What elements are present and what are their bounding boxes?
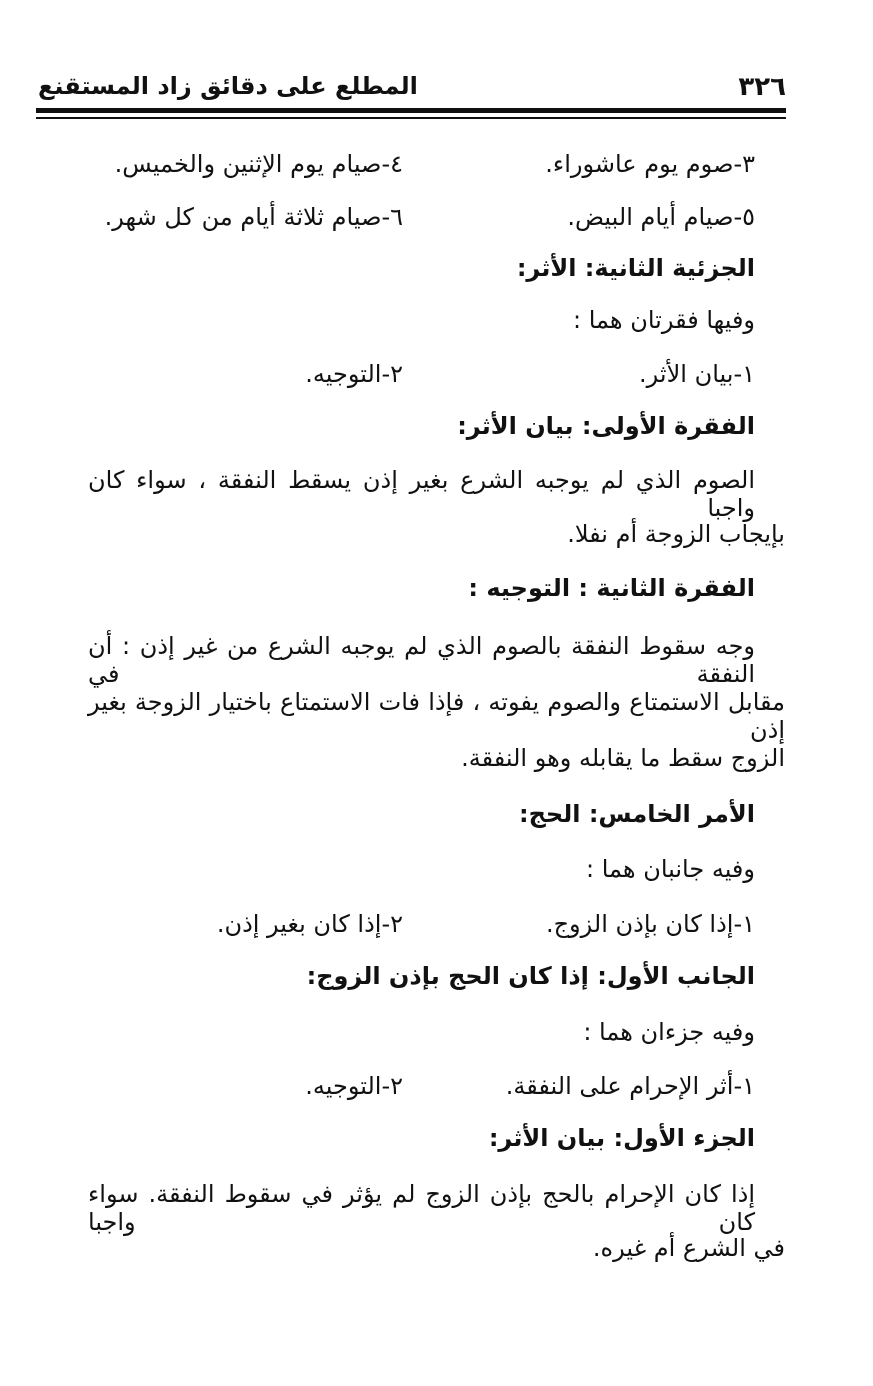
list-item: ٣-صوم يوم عاشوراء. <box>545 150 755 178</box>
paragraph-line: الصوم الذي لم يوجبه الشرع بغير إذن يسقط النفقة ، سواء كان واجبا <box>88 466 755 522</box>
paragraph-line: إذا كان الإحرام بالحج بإذن الزوج لم يؤثر في سقوط النفقة. سواء كان واجبا <box>88 1180 755 1236</box>
paragraph-line: وفيها فقرتان هما : <box>573 306 755 334</box>
paragraph-line: وفيه جزءان هما : <box>583 1018 755 1046</box>
paragraph-line: وفيه جانبان هما : <box>586 855 755 883</box>
section-heading: الفقرة الثانية : التوجيه : <box>468 574 755 602</box>
list-item: ١-بيان الأثر. <box>639 360 755 388</box>
list-item: ٤-صيام يوم الإثنين والخميس. <box>114 150 403 178</box>
paragraph-line: مقابل الاستمتاع والصوم يفوته ، فإذا فات الاستمتاع باختيار الزوجة بغير إذن <box>88 688 785 744</box>
section-heading: الفقرة الأولى: بيان الأثر: <box>457 412 755 440</box>
list-item: ٥-صيام أيام البيض. <box>567 203 755 231</box>
list-item: ١-أثر الإحرام على النفقة. <box>505 1072 755 1100</box>
paragraph-line: بإيجاب الزوجة أم نفلا. <box>567 520 785 548</box>
list-item: ٢-التوجيه. <box>305 360 403 388</box>
paragraph-line: في الشرع أم غيره. <box>592 1234 785 1262</box>
page-number: ٣٢٦ <box>738 72 786 102</box>
paragraph-line: وجه سقوط النفقة بالصوم الذي لم يوجبه الشرع من غير إذن : أن النفقة في <box>88 632 755 688</box>
list-item: ٢-التوجيه. <box>305 1072 403 1100</box>
page-header <box>36 70 786 110</box>
list-item: ٢-إذا كان بغير إذن. <box>216 910 403 938</box>
header-rule-thin <box>36 117 786 119</box>
list-item: ٦-صيام ثلاثة أيام من كل شهر. <box>104 203 403 231</box>
section-heading: الأمر الخامس: الحج: <box>519 800 755 828</box>
paragraph-line: الزوج سقط ما يقابله وهو النفقة. <box>461 744 785 772</box>
section-heading: الجانب الأول: إذا كان الحج بإذن الزوج: <box>306 962 755 990</box>
header-rule-thick <box>36 108 786 113</box>
running-title: المطلع على دقائق زاد المستقنع <box>38 72 418 100</box>
list-item: ١-إذا كان بإذن الزوج. <box>545 910 755 938</box>
section-heading: الجزء الأول: بيان الأثر: <box>488 1124 755 1152</box>
section-heading: الجزئية الثانية: الأثر: <box>516 254 755 282</box>
